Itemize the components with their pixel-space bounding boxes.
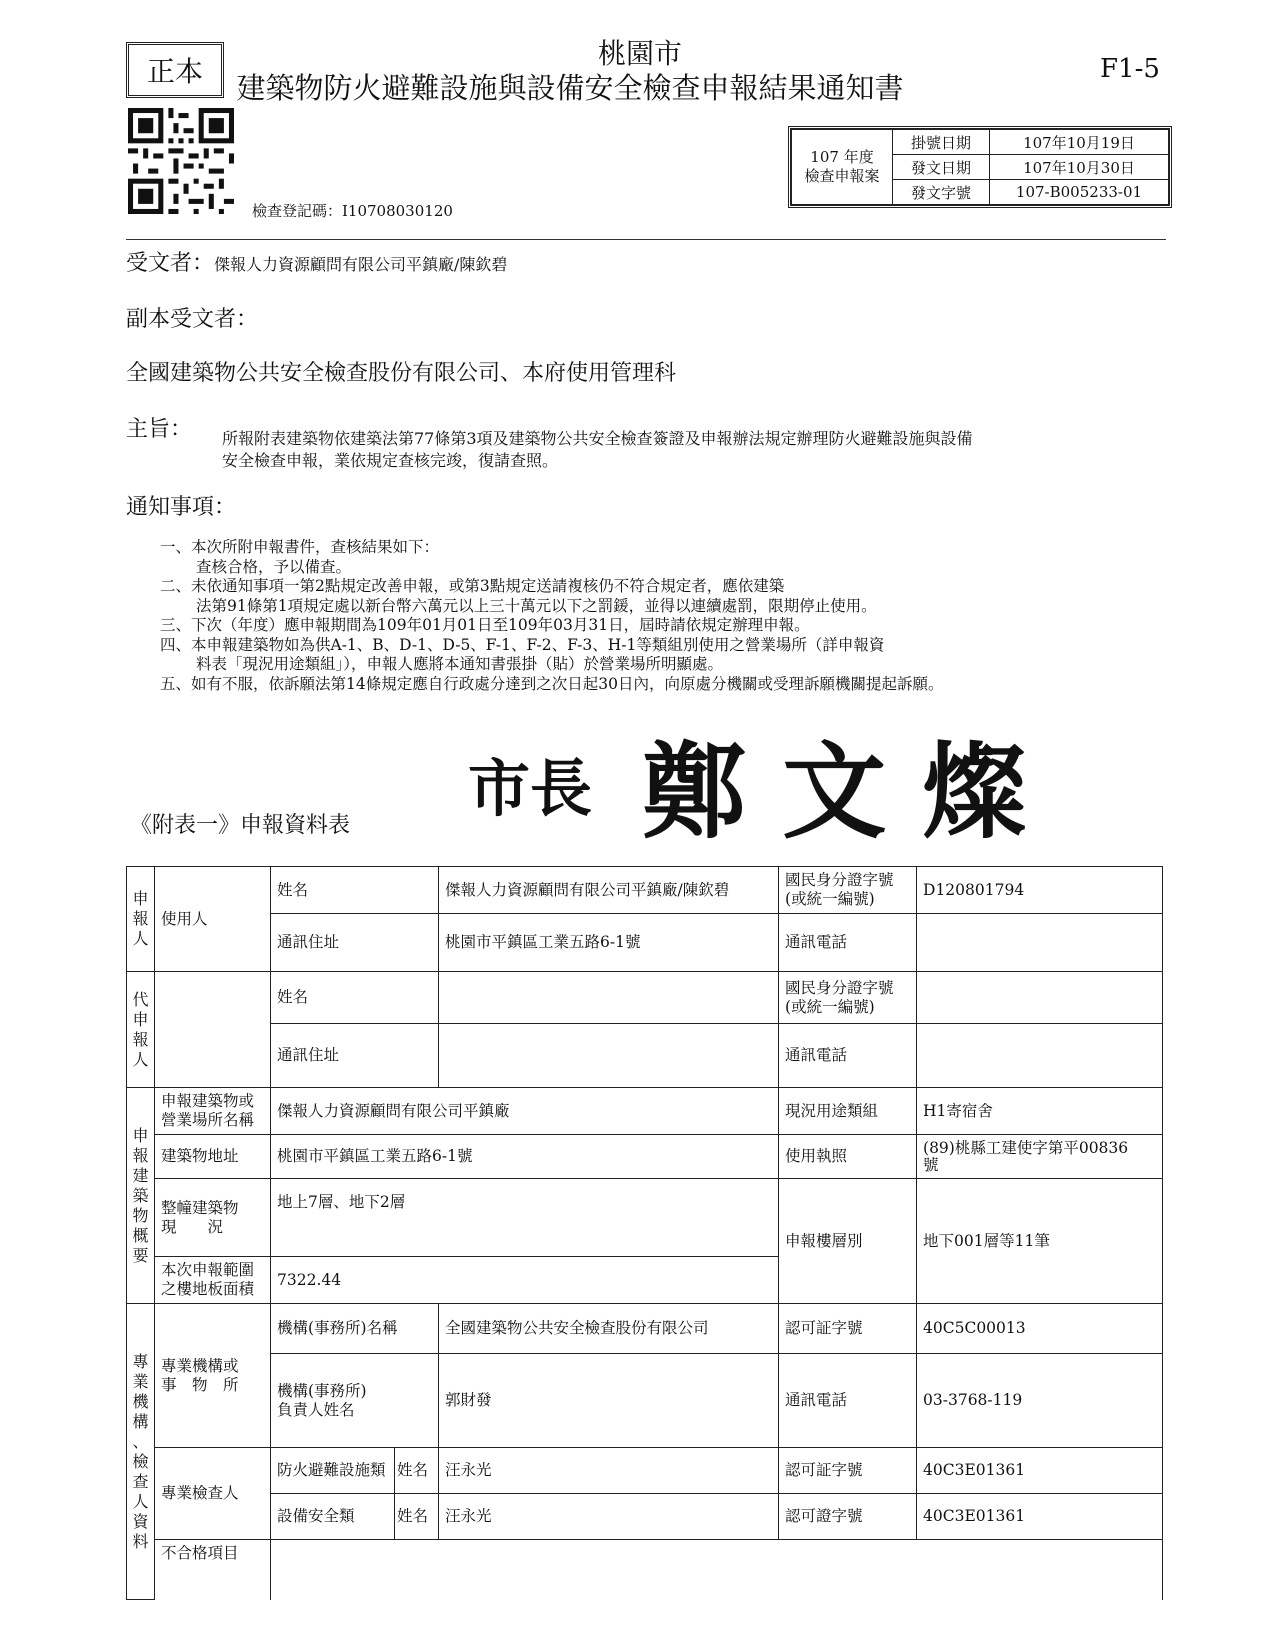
- org-phone: 03-3768-119: [917, 1354, 1163, 1448]
- subject-line: 所報附表建築物依建築法第77條第3項及建築物公共安全檢查簽證及申報辦法規定辦理防火避難設施與設備: [222, 429, 973, 448]
- vertical-char: 、: [132, 1431, 149, 1451]
- recipient-value: 傑報人力資源顧問有限公司平鎮廠/陳欽碧: [214, 255, 508, 274]
- vertical-char: 申: [132, 889, 149, 908]
- form-number: F1-5: [1100, 54, 1160, 84]
- pro-side-label: [127, 1304, 155, 1600]
- applicant-id: D120801794: [917, 867, 1163, 914]
- agent-name: [439, 972, 779, 1024]
- meta-label: 發文日期: [893, 155, 990, 180]
- phone-label: 通訊電話: [779, 1024, 917, 1088]
- vertical-char: 查: [132, 1471, 149, 1491]
- applicant-side-label: [127, 867, 155, 972]
- org-label: 專業機構或 事 物 所: [155, 1304, 271, 1448]
- person-name-label: 姓名: [395, 1494, 439, 1540]
- vertical-char: 業: [132, 1371, 149, 1391]
- subject-label: 主旨：: [126, 417, 193, 442]
- notice-item: 二、未依通知事項一第2點規定改善申報，或第3點規定送請複核仍不符合規定者，應依建築: [160, 577, 785, 595]
- vertical-char: 構: [132, 1411, 149, 1431]
- applicant-phone: [917, 914, 1163, 972]
- equipment-safety-label: 設備安全類: [271, 1494, 395, 1540]
- meta-value: 107-B005233-01: [990, 180, 1169, 205]
- agent-role-cell: [155, 972, 271, 1088]
- agent-phone: [917, 1024, 1163, 1088]
- applicant-address: 桃園市平鎮區工業五路6-1號: [439, 914, 779, 972]
- agent-id: [917, 972, 1163, 1024]
- inspector-cert: 40C3E01361: [917, 1448, 1163, 1494]
- inspector-name: 汪永光: [439, 1494, 779, 1540]
- address-label: 通訊住址: [271, 914, 439, 972]
- floor-area: 7322.44: [271, 1257, 779, 1304]
- building-name-label: 申報建築物或 營業場所名稱: [155, 1088, 271, 1135]
- annex-title: 《附表一》申報資料表: [130, 813, 351, 838]
- building-address-label: 建築物地址: [155, 1135, 271, 1179]
- vertical-char: 料: [132, 1531, 149, 1551]
- building-name: 傑報人力資源顧問有限公司平鎮廠: [271, 1088, 779, 1135]
- id-label: 國民身分證字號 (或統一編號): [779, 972, 917, 1024]
- building-side-label: [127, 1088, 155, 1304]
- license-value: (89)桃縣工建使字第平00836 號: [917, 1135, 1163, 1179]
- notice-item: 法第91條第1項規定處以新台幣六萬元以上三十萬元以下之罰鍰，並得以連續處罰，限期停止使用。: [196, 596, 877, 615]
- meta-label: 掛號日期: [893, 130, 990, 155]
- fire-safety-label: 防火避難設施類: [271, 1448, 395, 1494]
- notice-item: 料表「現況用途類組」），申報人應將本通知書張掛（貼）於營業場所明顯處。: [196, 655, 724, 673]
- notice-item: 三、下次（年度）應申報期間為109年01月01日至109年03月31日，屆時請依規定辦理申報。: [160, 616, 810, 634]
- vertical-char: 專: [132, 1351, 149, 1371]
- fail-items-value: [271, 1540, 1163, 1600]
- agent-address: [439, 1024, 779, 1088]
- vertical-char: 報: [132, 1145, 149, 1165]
- name-label: 姓名: [271, 867, 439, 914]
- notice-item: 四、本申報建築物如為供A-1、B、D-1、D-5、F-1、F-2、F-3、H-1等類組別使用之營業場所（詳申報資: [160, 635, 885, 654]
- document-title: 建築物防火避難設施與設備安全檢查申報結果通知書: [236, 71, 904, 105]
- floor-label: 申報樓層別: [779, 1179, 917, 1304]
- qr-code-icon: [128, 108, 234, 214]
- vertical-char: 申: [132, 1125, 149, 1145]
- agent-side-label: [127, 972, 155, 1088]
- vertical-char: 代: [132, 989, 149, 1009]
- original-copy-stamp: 正本: [126, 42, 224, 98]
- inspector-name: 汪永光: [439, 1448, 779, 1494]
- vertical-char: 報: [132, 909, 149, 928]
- floor-area-label: 本次申報範圍 之樓地板面積: [155, 1257, 271, 1304]
- meta-value: 107年10月30日: [990, 155, 1169, 180]
- phone-label: 通訊電話: [779, 1354, 917, 1448]
- vertical-char: 建: [132, 1165, 149, 1185]
- org-head-label: 機構(事務所) 負責人姓名: [271, 1354, 439, 1448]
- vertical-char: 要: [132, 1245, 149, 1265]
- cert-label: 認可証字號: [779, 1448, 917, 1494]
- phone-label: 通訊電話: [779, 914, 917, 972]
- vertical-char: 人: [132, 929, 149, 948]
- address-label: 通訊住址: [271, 1024, 439, 1088]
- org-cert: 40C5C00013: [917, 1304, 1163, 1354]
- usage-label: 現況用途類組: [779, 1088, 917, 1135]
- vertical-char: 概: [132, 1225, 149, 1245]
- signature-title-text: 市長: [468, 752, 593, 825]
- license-label: 使用執照: [779, 1135, 917, 1179]
- subject-text: [222, 428, 1042, 472]
- mayor-signature-seal: [452, 722, 1172, 842]
- meta-value: 107年10月19日: [990, 130, 1169, 155]
- overall-status: 地上7層、地下2層: [271, 1179, 779, 1257]
- recipient-line: [126, 246, 507, 277]
- signature-name-text: 鄭 文 燦: [642, 730, 1027, 842]
- vertical-char: 機: [132, 1391, 149, 1411]
- cc-value: 全國建築物公共安全檢查股份有限公司、本府使用管理科: [126, 361, 677, 386]
- meta-label: 發文字號: [893, 180, 990, 205]
- org-name: 全國建築物公共安全檢查股份有限公司: [439, 1304, 779, 1354]
- person-name-label: 姓名: [395, 1448, 439, 1494]
- notice-item: 五、如有不服，依訴願法第14條規定應自行政處分達到之次日起30日內，向原處分機關或受理訴願機關提起訴願。: [160, 674, 944, 693]
- user-label: 使用人: [155, 867, 271, 972]
- notice-list: [160, 538, 1060, 694]
- header-divider: [126, 239, 1166, 240]
- inspector-cert: 40C3E01361: [917, 1494, 1163, 1540]
- overall-status-label: 整幢建築物 現 況: [155, 1179, 271, 1257]
- vertical-char: 築: [132, 1185, 149, 1205]
- notice-item: 一、本次所附申報書件，查核結果如下：: [160, 538, 440, 556]
- name-label: 姓名: [271, 972, 439, 1024]
- org-head: 郭財發: [439, 1354, 779, 1448]
- declaration-data-table: [126, 866, 1163, 1600]
- case-meta-table: [788, 126, 1172, 208]
- vertical-char: 資: [132, 1511, 149, 1531]
- city-title: 桃園市: [597, 37, 682, 70]
- notice-item: 查核合格，予以備查。: [196, 557, 352, 576]
- cert-label: 認可證字號: [779, 1494, 917, 1540]
- registration-code: 檢查登記碼：I10708030120: [252, 202, 453, 220]
- vertical-char: 人: [132, 1049, 149, 1069]
- vertical-char: 人: [132, 1491, 149, 1511]
- vertical-char: 檢: [132, 1451, 149, 1471]
- notice-label: 通知事項：: [126, 495, 237, 520]
- org-name-label: 機構(事務所)名稱: [271, 1304, 439, 1354]
- vertical-char: 物: [132, 1205, 149, 1225]
- recipient-label: 受文者：: [126, 251, 215, 276]
- usage-value: H1寄宿舍: [917, 1088, 1163, 1135]
- vertical-char: 報: [132, 1029, 149, 1049]
- vertical-char: 申: [132, 1009, 149, 1029]
- building-address: 桃園市平鎮區工業五路6-1號: [271, 1135, 779, 1179]
- case-year-label: 107 年度 檢查申報案: [792, 130, 893, 205]
- inspector-label: 專業檢查人: [155, 1448, 271, 1540]
- subject-line: 安全檢查申報，業依規定查核完竣，復請查照。: [222, 451, 559, 470]
- id-label: 國民身分證字號 (或統一編號): [779, 867, 917, 914]
- fail-items-label: 不合格項目: [155, 1540, 271, 1600]
- floor-value: 地下001層等11筆: [917, 1179, 1163, 1304]
- applicant-name: 傑報人力資源顧問有限公司平鎮廠/陳欽碧: [439, 867, 779, 914]
- cc-label: 副本受文者：: [126, 307, 259, 332]
- cert-label: 認可証字號: [779, 1304, 917, 1354]
